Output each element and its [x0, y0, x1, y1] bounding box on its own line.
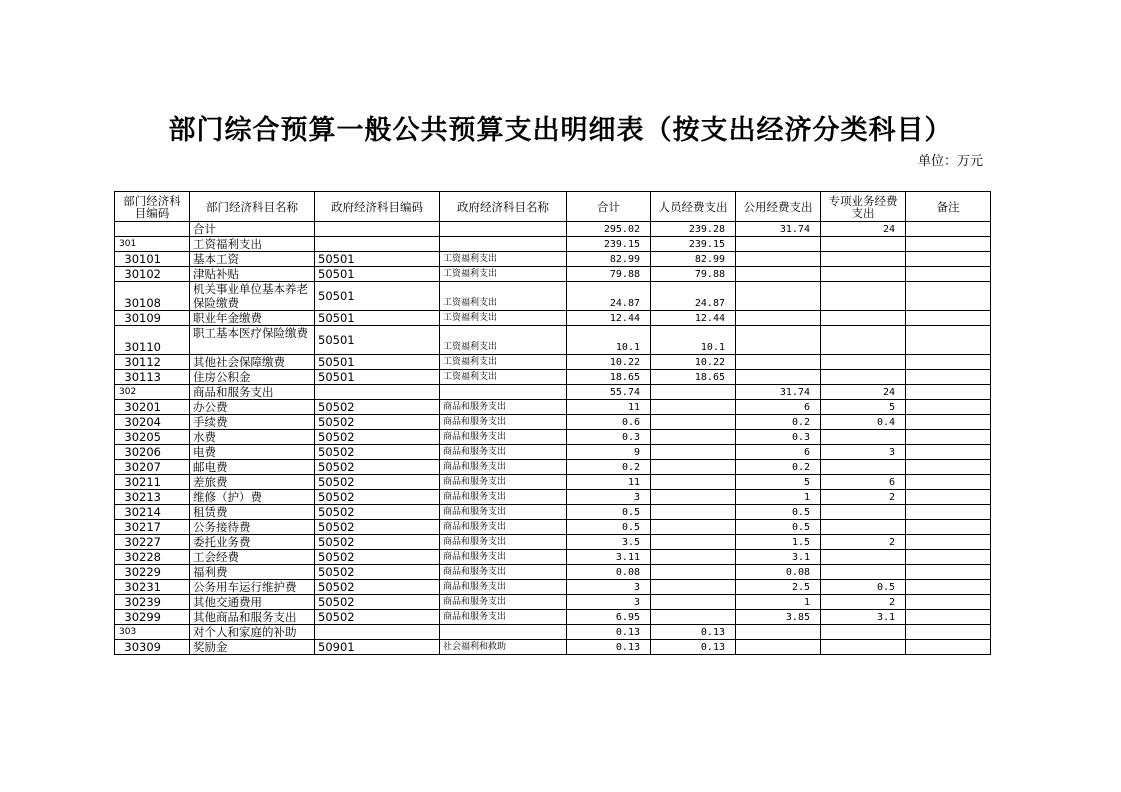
cell-note: [906, 222, 991, 237]
cell-dept-code: [115, 222, 190, 237]
col-header-personnel: 人员经费支出: [651, 192, 736, 222]
cell-dept-name: 其他交通费用: [190, 595, 315, 610]
cell-gov-code: 50501: [315, 355, 440, 370]
cell-public: 0.2: [736, 460, 821, 475]
table-row: [115, 415, 991, 430]
cell-gov-code: 50501: [315, 370, 440, 385]
cell-public: [736, 370, 821, 385]
cell-gov-name: 商品和服务支出: [440, 400, 567, 415]
cell-dept-code: 30299: [115, 610, 190, 625]
cell-dept-code: 30211: [115, 475, 190, 490]
cell-dept-code: 30229: [115, 565, 190, 580]
cell-gov-name: 商品和服务支出: [440, 610, 567, 625]
cell-gov-name: 工资福利支出: [440, 267, 567, 282]
cell-dept-name: 租赁费: [190, 505, 315, 520]
cell-dept-name: 对个人和家庭的补助: [190, 625, 315, 640]
table-row: [115, 595, 991, 610]
cell-gov-code: 50502: [315, 490, 440, 505]
cell-dept-name: 水费: [190, 430, 315, 445]
cell-dept-code: 30213: [115, 490, 190, 505]
cell-dept-name: 维修（护）费: [190, 490, 315, 505]
cell-gov-code: 50502: [315, 580, 440, 595]
cell-dept-name: 电费: [190, 445, 315, 460]
cell-total: 0.13: [567, 625, 651, 640]
cell-note: [906, 355, 991, 370]
table-row: [115, 625, 991, 640]
cell-gov-name: [440, 222, 567, 237]
cell-note: [906, 430, 991, 445]
cell-personnel: [651, 460, 736, 475]
cell-dept-code: 30109: [115, 311, 190, 326]
cell-dept-name: 邮电费: [190, 460, 315, 475]
cell-dept-code: 30102: [115, 267, 190, 282]
cell-gov-name: 商品和服务支出: [440, 520, 567, 535]
cell-gov-code: 50501: [315, 252, 440, 267]
table-row: [115, 565, 991, 580]
cell-personnel: 24.87: [651, 282, 736, 311]
cell-special: [821, 460, 906, 475]
cell-dept-code: 30228: [115, 550, 190, 565]
cell-dept-name: 办公费: [190, 400, 315, 415]
cell-note: [906, 445, 991, 460]
cell-note: [906, 535, 991, 550]
cell-dept-name: 工资福利支出: [190, 237, 315, 252]
cell-personnel: [651, 430, 736, 445]
cell-dept-code: 30214: [115, 505, 190, 520]
cell-special: 3.1: [821, 610, 906, 625]
cell-gov-name: [440, 385, 567, 400]
cell-public: [736, 640, 821, 655]
cell-special: [821, 252, 906, 267]
cell-dept-name: 商品和服务支出: [190, 385, 315, 400]
cell-dept-code: 30101: [115, 252, 190, 267]
cell-personnel: [651, 385, 736, 400]
cell-gov-code: [315, 222, 440, 237]
cell-gov-code: 50501: [315, 311, 440, 326]
cell-note: [906, 385, 991, 400]
col-header-dept-code: 部门经济科目编码: [115, 192, 190, 222]
cell-dept-code: 30108: [115, 282, 190, 311]
cell-personnel: 0.13: [651, 625, 736, 640]
cell-gov-name: 商品和服务支出: [440, 445, 567, 460]
cell-public: 31.74: [736, 222, 821, 237]
cell-personnel: 239.15: [651, 237, 736, 252]
cell-special: [821, 311, 906, 326]
cell-personnel: [651, 520, 736, 535]
cell-dept-code: 302: [115, 385, 190, 400]
cell-gov-name: 商品和服务支出: [440, 580, 567, 595]
cell-gov-name: 工资福利支出: [440, 370, 567, 385]
cell-public: [736, 326, 821, 355]
cell-dept-code: 30227: [115, 535, 190, 550]
cell-total: 9: [567, 445, 651, 460]
cell-gov-code: 50901: [315, 640, 440, 655]
table-row: [115, 580, 991, 595]
cell-total: 24.87: [567, 282, 651, 311]
cell-gov-name: 商品和服务支出: [440, 535, 567, 550]
cell-public: 6: [736, 400, 821, 415]
cell-dept-code: 303: [115, 625, 190, 640]
table-header-row: [115, 192, 991, 222]
cell-personnel: 10.1: [651, 326, 736, 355]
cell-gov-code: [315, 237, 440, 252]
cell-public: [736, 252, 821, 267]
table-row: [115, 326, 991, 355]
cell-total: 3: [567, 580, 651, 595]
cell-special: 24: [821, 222, 906, 237]
cell-special: [821, 505, 906, 520]
cell-public: 1.5: [736, 535, 821, 550]
cell-special: 5: [821, 400, 906, 415]
cell-special: [821, 640, 906, 655]
cell-dept-name: 公务用车运行维护费: [190, 580, 315, 595]
cell-note: [906, 237, 991, 252]
table-row: [115, 222, 991, 237]
cell-gov-code: 50502: [315, 595, 440, 610]
cell-dept-code: 30205: [115, 430, 190, 445]
page-title: 部门综合预算一般公共预算支出明细表（按支出经济分类科目）: [168, 115, 953, 146]
cell-gov-code: 50502: [315, 445, 440, 460]
cell-personnel: 239.28: [651, 222, 736, 237]
cell-total: 82.99: [567, 252, 651, 267]
cell-public: 3.1: [736, 550, 821, 565]
cell-total: 0.6: [567, 415, 651, 430]
cell-note: [906, 370, 991, 385]
cell-gov-code: 50502: [315, 535, 440, 550]
cell-note: [906, 311, 991, 326]
cell-gov-code: 50502: [315, 565, 440, 580]
cell-dept-name: 工会经费: [190, 550, 315, 565]
cell-dept-name: 手续费: [190, 415, 315, 430]
cell-special: [821, 355, 906, 370]
cell-dept-name: 公务接待费: [190, 520, 315, 535]
cell-public: [736, 311, 821, 326]
cell-total: 12.44: [567, 311, 651, 326]
cell-total: 0.3: [567, 430, 651, 445]
cell-personnel: 18.65: [651, 370, 736, 385]
cell-gov-code: 50501: [315, 326, 440, 355]
table-row: [115, 475, 991, 490]
col-header-gov-name: 政府经济科目名称: [440, 192, 567, 222]
cell-public: 1: [736, 595, 821, 610]
cell-note: [906, 490, 991, 505]
table-row: [115, 640, 991, 655]
cell-personnel: [651, 445, 736, 460]
cell-gov-code: 50502: [315, 475, 440, 490]
cell-personnel: 12.44: [651, 311, 736, 326]
cell-note: [906, 625, 991, 640]
cell-dept-code: 30113: [115, 370, 190, 385]
cell-dept-name: 委托业务费: [190, 535, 315, 550]
cell-public: 0.5: [736, 505, 821, 520]
col-header-gov-code: 政府经济科目编码: [315, 192, 440, 222]
cell-special: 0.5: [821, 580, 906, 595]
table-row: [115, 355, 991, 370]
cell-personnel: 82.99: [651, 252, 736, 267]
cell-dept-code: 30217: [115, 520, 190, 535]
cell-note: [906, 267, 991, 282]
cell-note: [906, 400, 991, 415]
cell-gov-name: 商品和服务支出: [440, 460, 567, 475]
cell-gov-name: [440, 625, 567, 640]
table-row: [115, 311, 991, 326]
cell-dept-code: 30207: [115, 460, 190, 475]
cell-personnel: [651, 475, 736, 490]
cell-dept-code: 30112: [115, 355, 190, 370]
cell-note: [906, 640, 991, 655]
cell-dept-code: 30110: [115, 326, 190, 355]
cell-public: 31.74: [736, 385, 821, 400]
cell-note: [906, 252, 991, 267]
cell-gov-code: 50502: [315, 520, 440, 535]
cell-public: 1: [736, 490, 821, 505]
cell-gov-code: 50502: [315, 430, 440, 445]
cell-public: 0.3: [736, 430, 821, 445]
table-row: [115, 400, 991, 415]
cell-gov-code: 50501: [315, 267, 440, 282]
cell-personnel: [651, 610, 736, 625]
cell-gov-code: 50502: [315, 610, 440, 625]
cell-gov-name: 社会福利和救助: [440, 640, 567, 655]
cell-gov-code: 50502: [315, 400, 440, 415]
cell-total: 18.65: [567, 370, 651, 385]
cell-gov-name: 商品和服务支出: [440, 430, 567, 445]
cell-special: 2: [821, 535, 906, 550]
cell-personnel: [651, 565, 736, 580]
cell-public: 0.5: [736, 520, 821, 535]
cell-dept-code: 30239: [115, 595, 190, 610]
cell-special: [821, 282, 906, 311]
cell-gov-name: 商品和服务支出: [440, 415, 567, 430]
cell-dept-name: 奖励金: [190, 640, 315, 655]
cell-public: [736, 267, 821, 282]
cell-personnel: [651, 505, 736, 520]
expenditure-table: [114, 191, 991, 655]
cell-total: 0.13: [567, 640, 651, 655]
cell-gov-code: 50502: [315, 415, 440, 430]
cell-dept-name: 住房公积金: [190, 370, 315, 385]
cell-dept-code: 30201: [115, 400, 190, 415]
cell-gov-name: 工资福利支出: [440, 282, 567, 311]
cell-gov-code: 50502: [315, 550, 440, 565]
cell-special: [821, 326, 906, 355]
table-row: [115, 267, 991, 282]
cell-dept-code: 30309: [115, 640, 190, 655]
cell-personnel: 79.88: [651, 267, 736, 282]
cell-total: 6.95: [567, 610, 651, 625]
cell-special: [821, 370, 906, 385]
cell-gov-name: 商品和服务支出: [440, 595, 567, 610]
table-row: [115, 490, 991, 505]
cell-special: [821, 625, 906, 640]
cell-note: [906, 505, 991, 520]
cell-note: [906, 610, 991, 625]
cell-gov-name: 商品和服务支出: [440, 490, 567, 505]
cell-dept-name: 其他商品和服务支出: [190, 610, 315, 625]
cell-dept-code: 301: [115, 237, 190, 252]
cell-personnel: [651, 535, 736, 550]
col-header-special: 专项业务经费支出: [821, 192, 906, 222]
cell-special: 0.4: [821, 415, 906, 430]
cell-public: 5: [736, 475, 821, 490]
table-row: [115, 430, 991, 445]
cell-gov-name: 商品和服务支出: [440, 505, 567, 520]
cell-total: 0.2: [567, 460, 651, 475]
cell-note: [906, 475, 991, 490]
cell-gov-name: 商品和服务支出: [440, 475, 567, 490]
cell-total: 239.15: [567, 237, 651, 252]
cell-personnel: 0.13: [651, 640, 736, 655]
cell-personnel: [651, 580, 736, 595]
table-row: [115, 282, 991, 311]
cell-public: [736, 625, 821, 640]
cell-gov-name: 工资福利支出: [440, 326, 567, 355]
cell-special: [821, 550, 906, 565]
cell-public: 6: [736, 445, 821, 460]
table-row: [115, 370, 991, 385]
cell-special: [821, 267, 906, 282]
cell-dept-name: 职业年金缴费: [190, 311, 315, 326]
cell-total: 0.5: [567, 520, 651, 535]
cell-total: 3.5: [567, 535, 651, 550]
table-row: [115, 460, 991, 475]
cell-special: 2: [821, 595, 906, 610]
cell-total: 10.22: [567, 355, 651, 370]
cell-personnel: [651, 490, 736, 505]
cell-total: 10.1: [567, 326, 651, 355]
col-header-public: 公用经费支出: [736, 192, 821, 222]
cell-dept-name: 基本工资: [190, 252, 315, 267]
cell-special: [821, 565, 906, 580]
cell-gov-code: 50501: [315, 282, 440, 311]
cell-note: [906, 565, 991, 580]
cell-personnel: [651, 550, 736, 565]
cell-gov-name: 商品和服务支出: [440, 565, 567, 580]
cell-dept-code: 30231: [115, 580, 190, 595]
cell-dept-name: 福利费: [190, 565, 315, 580]
cell-gov-code: [315, 385, 440, 400]
cell-total: 55.74: [567, 385, 651, 400]
cell-total: 11: [567, 400, 651, 415]
cell-public: 2.5: [736, 580, 821, 595]
cell-dept-name: 合计: [190, 222, 315, 237]
cell-total: 3.11: [567, 550, 651, 565]
cell-personnel: [651, 415, 736, 430]
cell-total: 79.88: [567, 267, 651, 282]
cell-note: [906, 460, 991, 475]
col-header-note: 备注: [906, 192, 991, 222]
cell-gov-name: 商品和服务支出: [440, 550, 567, 565]
cell-special: [821, 237, 906, 252]
cell-gov-code: 50502: [315, 460, 440, 475]
cell-public: 0.08: [736, 565, 821, 580]
table-row: [115, 505, 991, 520]
cell-dept-name: 机关事业单位基本养老保险缴费: [190, 282, 315, 311]
cell-total: 0.08: [567, 565, 651, 580]
cell-dept-code: 30206: [115, 445, 190, 460]
cell-gov-name: 工资福利支出: [440, 311, 567, 326]
cell-note: [906, 580, 991, 595]
table-row: [115, 385, 991, 400]
table-row: [115, 237, 991, 252]
cell-note: [906, 282, 991, 311]
cell-note: [906, 326, 991, 355]
cell-personnel: 10.22: [651, 355, 736, 370]
cell-note: [906, 520, 991, 535]
cell-public: 3.85: [736, 610, 821, 625]
table-row: [115, 520, 991, 535]
cell-special: 6: [821, 475, 906, 490]
cell-dept-code: 30204: [115, 415, 190, 430]
cell-total: 3: [567, 595, 651, 610]
table-row: [115, 535, 991, 550]
col-header-total: 合计: [567, 192, 651, 222]
table-row: [115, 610, 991, 625]
cell-total: 11: [567, 475, 651, 490]
cell-dept-name: 差旅费: [190, 475, 315, 490]
cell-total: 3: [567, 490, 651, 505]
unit-label: 单位：万元: [917, 154, 983, 169]
cell-total: 295.02: [567, 222, 651, 237]
cell-dept-name: 职工基本医疗保险缴费: [190, 326, 315, 355]
cell-special: 2: [821, 490, 906, 505]
table-body: [115, 222, 991, 655]
table-row: [115, 550, 991, 565]
cell-dept-name: 其他社会保障缴费: [190, 355, 315, 370]
cell-gov-name: 工资福利支出: [440, 252, 567, 267]
cell-personnel: [651, 595, 736, 610]
cell-special: 24: [821, 385, 906, 400]
cell-special: 3: [821, 445, 906, 460]
cell-public: [736, 282, 821, 311]
cell-special: [821, 520, 906, 535]
cell-gov-code: [315, 625, 440, 640]
table-row: [115, 445, 991, 460]
cell-note: [906, 595, 991, 610]
cell-special: [821, 430, 906, 445]
cell-public: 0.2: [736, 415, 821, 430]
cell-gov-name: 工资福利支出: [440, 355, 567, 370]
col-header-dept-name: 部门经济科目名称: [190, 192, 315, 222]
cell-public: [736, 237, 821, 252]
cell-note: [906, 415, 991, 430]
cell-public: [736, 355, 821, 370]
cell-gov-code: 50502: [315, 505, 440, 520]
cell-dept-name: 津贴补贴: [190, 267, 315, 282]
cell-gov-name: [440, 237, 567, 252]
cell-total: 0.5: [567, 505, 651, 520]
cell-personnel: [651, 400, 736, 415]
cell-note: [906, 550, 991, 565]
table-row: [115, 252, 991, 267]
